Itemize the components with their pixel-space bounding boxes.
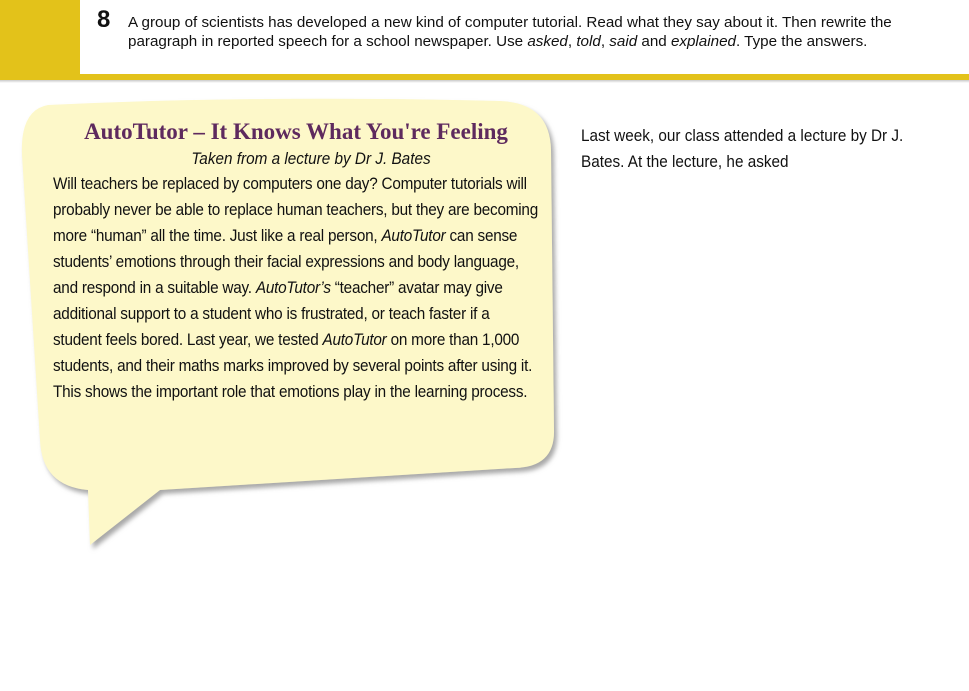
separator: , xyxy=(600,33,610,50)
passage-text: “teacher” avatar may give additional support to a student who is frustrated, or teach faster if a student feels bored. Last year, we tested xyxy=(53,278,503,349)
product-name: AutoTutor’s xyxy=(255,278,331,297)
verb-told: told xyxy=(576,33,601,50)
product-name: AutoTutor xyxy=(381,226,446,245)
article-title: AutoTutor – It Knows What You're Feeling xyxy=(84,119,508,144)
bubble-content xyxy=(53,117,539,405)
passage-text: Will teachers be replaced by computers one day? Computer tutorials will probably never be able to replace human teachers, but they are becoming more “human” all the time. Just like a real person, xyxy=(53,174,539,245)
product-name: AutoTutor xyxy=(322,330,387,349)
separator: and xyxy=(637,33,671,50)
verb-said: said xyxy=(609,33,638,50)
verb-explained: explained xyxy=(670,33,736,50)
article-passage xyxy=(53,171,539,405)
instruction-text: A group of scientists has developed a new kind of computer tutorial. Read what they say about it. Then rewrite the paragraph in reported speech for a school newspaper. Use xyxy=(128,14,892,50)
separator: , xyxy=(567,33,577,50)
answer-input[interactable]: Last week, our class attended a lecture by Dr J. Bates. At the lecture, he asked xyxy=(581,126,904,171)
instruction-end: . Type the answers. xyxy=(735,33,868,50)
verb-asked: asked xyxy=(527,33,568,50)
article-subtitle: Taken from a lecture by Dr J. Bates xyxy=(191,149,431,168)
exercise-number: 8 xyxy=(97,6,111,33)
passage-text: can sense students’ emotions through their facial expressions and body language, and respond in a suitable way. xyxy=(53,226,519,297)
passage-text: on more than 1,000 students, and their maths marks improved by several points after using it. This shows the important role that emotions play in the learning process. xyxy=(53,330,533,401)
